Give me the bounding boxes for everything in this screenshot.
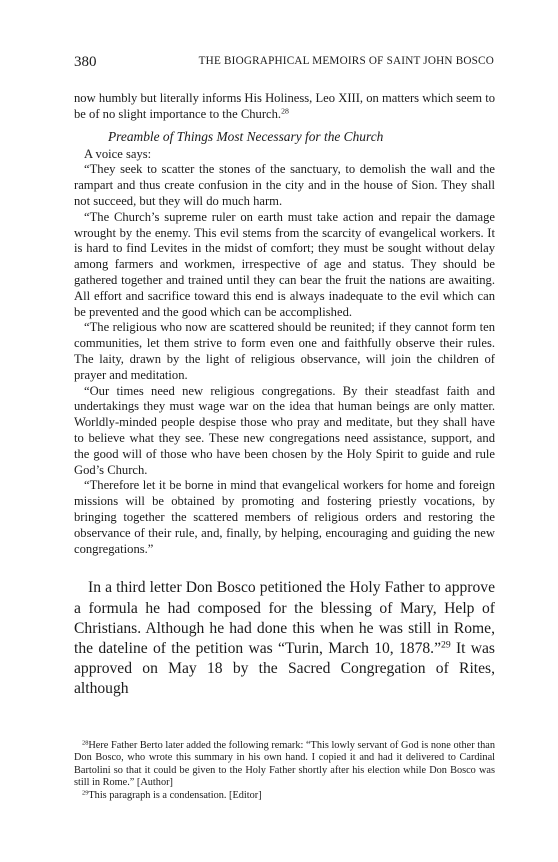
quote-paragraph-5: “Therefore let it be borne in mind that evangelical workers for home and foreign missions will be obtained by promoting and fostering priestly vocations, by bringing together the scattered members of religious orders and restoring the observance of their rule, and, finally, by helping, encouraging and guiding the new congregations.” — [74, 478, 495, 556]
footnote-text: This paragraph is a condensation. [Editor] — [88, 789, 262, 801]
voice-line: A voice says: — [84, 146, 152, 161]
footnote-text: Here Father Berto later added the following remark: “This lowly servant of God is none other than Don Bosco, who wrote this summary in his own hand. I copied it and had it delivered to Cardinal Bartolini so that it could be given to the Holy Father shortly after his election while Don Bosco was still in Rome.” [Author] — [74, 740, 495, 789]
footnote-ref-28: 28 — [281, 106, 289, 116]
quote-paragraph-4: “Our times need new religious congregations. By their steadfast faith and undertakings they must wage war on the idea that human beings are only matter. Worldly-minded people despise those who pray and meditate, but they shall have to believe what they see. These new congregations need assistance, support, and the good will of those who have been chosen by the Holy Spirit to guide and rule God’s Church. — [74, 383, 495, 477]
quote-paragraph-1: “They seek to scatter the stones of the sanctuary, to demolish the wall and the rampart and thus create confusion in the city and in the house of Sion. They shall not succeed, but they will do much harm. — [74, 162, 495, 208]
narrative-text-before: In a third letter Don Bosco petitioned the Holy Father to approve a formula he had composed for the blessing of Mary, Help of Christians. Although he had done this when he was still in Rome, the dateline of the petition was “Turin, March 10, 1878.” — [74, 579, 495, 657]
footnote-29 — [74, 790, 495, 802]
footnote-ref-29: 29 — [441, 639, 451, 651]
running-title: THE BIOGRAPHICAL MEMOIRS OF SAINT JOHN BOSCO — [198, 55, 494, 67]
narrative-text-after: It was approved on May 18 by the Sacred Congregation of Rites, although — [74, 639, 495, 698]
footnote-marker: 29 — [82, 789, 89, 797]
footnote-marker: 28 — [82, 739, 89, 747]
main-text — [74, 91, 495, 700]
page-header — [74, 54, 494, 72]
quote-paragraph-2: “The Church’s supreme ruler on earth must take action and repair the damage wrought by the enemy. This evil stems from the scarcity of evangelical workers. It is hard to find Levites in the midst of comfort; they must be sought without delay among farmers and workmen, irrespective of age and status. They should be gathered together and trained until they can bear the fruit the nations are awaiting. All effort and sacrifice toward this end is always inadequate to the evil which can be prevented and the good which can be accomplished. — [74, 209, 495, 319]
page-number: 380 — [74, 54, 97, 70]
quote-paragraph-3: “The religious who now are scattered should be reunited; if they cannot form ten communities, let them strive to form even one and faithfully observe their rules. The laity, drawn by the light of religious observance, will join the children of prayer and meditation. — [74, 320, 495, 382]
section-heading: Preamble of Things Most Necessary for the Church — [108, 128, 384, 144]
intro-paragraph — [74, 91, 495, 123]
footnotes — [74, 740, 495, 802]
footnote-28 — [74, 740, 495, 790]
narrative-paragraph — [74, 578, 495, 699]
intro-text: now humbly but literally informs His Holiness, Leo XIII, on matters which seem to be of no slight importance to the Church. — [74, 91, 495, 121]
